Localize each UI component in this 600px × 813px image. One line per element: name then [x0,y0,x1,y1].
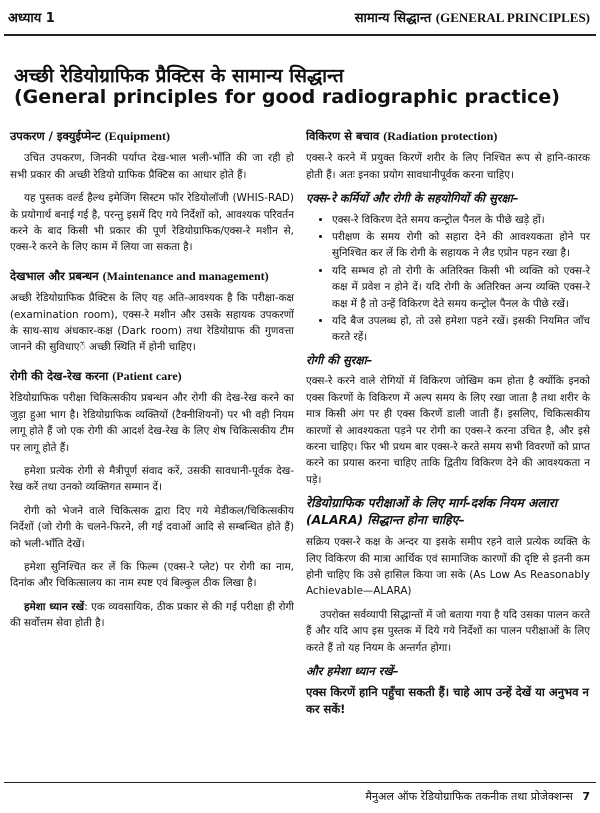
patient-care-paragraph-4: हमेशा सुनिश्चित कर लें कि फिल्म (एक्स-रे प्लेट) पर रोगी का नाम, दिनांक और चिकित्सालय का नाम स्पष्ट एवं बिल्कुल ठीक लिखा है। [10,560,294,590]
patient-care-paragraph-3: रोगी को भेजने वाले चिकित्सक द्वारा दिए गये मेडीकल/चिकित्सकीय निर्देशों (जो रोगी के चलने-फिरने, ली गई दवाओं आदि से सम्बन्धित होते हैं) को भली-भाँति देखें। [10,504,294,550]
closing-warning: एक्स किरणें हानि पहुँचा सकती हैं। चाहे आप उन्हें देखें या अनुभव न कर सकें! [306,685,589,717]
always-remember-heading: और हमेशा ध्यान रखें– [306,663,399,678]
patient-care-heading-english: (Patient care) [112,368,182,383]
page-title-english: (General principles for good radiographic practice) [14,86,560,108]
radiation-heading-hindi: विकिरण से बचाव [306,129,380,143]
staff-safety-list [306,212,590,346]
maintenance-heading [10,268,294,284]
always-remember-text: : एक व्यवसायिक, ठीक प्रकार से की गई परीक्षा ही रोगी की सर्वोत्तम सेवा होती है। [10,600,294,630]
section-english: (GENERAL PRINCIPLES) [435,10,590,25]
radiation-heading [306,128,590,144]
list-item: • एक्स-रे विकिरण देते समय कन्ट्रोल पैनल के पीछे खड़े हों। [332,212,590,228]
radiation-paragraph: एक्स-रे करने में प्रयुक्त किरणें शरीर के लिए निश्चित रूप से हानि-कारक होती हैं। अतः इनका प्रयोग सावधानीपूर्वक करना चाहिए। [306,152,590,181]
page-title-hindi: अच्छी रेडियोग्राफिक प्रैक्टिस के सामान्य सिद्धान्त [14,65,344,87]
patient-safety-paragraph: एक्स-रे करने वाले रोगियों में विकिरण जोखिम कम होता है क्योंकि इनको एक्स किरणों के विकिरण में अल्प समय के लिए रखा जाता है तथा शरीर के मात्र किसी अंग पर ही एक्स किरणें डाली जाती हैं। इसलिए, चिकित्सकीय कारणों से आवश्यकता पड़ने पर रोगी का एक्स-रे करना उचित है, और इसे करना चाहिए। फिर भी प्रथम बार एक्स-रे करते समय सभी विवरणों को प्राप्त करने का प्रयास करना चाहिए ताकि द्वितीय विकिरण देने की आवश्यकता न पड़े। [306,375,590,486]
page-number: 7 [582,790,590,803]
list-item: • यदि सम्भव हो तो रोगी के अतिरिक्त किसी भी व्यक्ति को एक्स-रे कक्ष में प्रवेश न होने दें। यदि रोगी के अतिरिक्त अन्य व्यक्ति एक्स-रे कक्ष में है तो उन्हें विकिरण देते समय कन्ट्रोल पैनल के पीछे रखें। [332,263,590,312]
patient-care-heading-hindi: रोगी की देख-रेख करना [10,368,109,383]
patient-care-paragraph-5 [10,599,294,632]
list-item: • परीक्षण के समय रोगी को सहारा देने की आवश्यकता होने पर सुनिश्चित कर लें कि रोगी के सहायक ने लैड एप्रोन पहन रखा है। [332,229,590,262]
maintenance-heading-english: (Maintenance and management) [102,268,269,283]
alara-paragraph-2: उपरोक्त सर्वव्यापी सिद्धान्तों में जो बताया गया है यदि उसका पालन करते हैं और यदि आप इस पुस्तक में दिये गये निर्देशों का पालन परीक्षाओं के लिए करते हैं तो यह नियम के अन्तर्गत होगा। [306,608,590,654]
footer-text [365,789,590,804]
alara-paragraph-1: सक्रिय एक्स-रे कक्ष के अन्दर या इसके समीप रहने वाले प्रत्येक व्यक्ति के लिए विकिरण की मात्रा आर्थिक एवं सामाजिक कारणों की दृष्टि से इतनी कम होनी चाहिए कि उसे हासिल किया जा सके (As Low As Reasonably Achievable—ALARA) [306,536,590,598]
footer-book-title: मैनुअल ऑफ रेडियोग्राफिक तकनीक तथा प्रोजेक्शन्स [365,790,573,803]
patient-care-paragraph-2: हमेशा प्रत्येक रोगी से मैत्रीपूर्ण संवाद करें, उसकी सावधानी-पूर्वक देख-रेख करें तथा उनको व्यक्तिगत सम्मान दें। [10,464,294,494]
list-item: • यदि बैज उपलब्ध हो, तो उसे हमेशा पहने रखें। इसकी नियमित जाँच करते रहें। [332,313,590,346]
equipment-heading-hindi: उपकरण / इक्युईप्मेन्ट [10,129,101,143]
patient-safety-heading: रोगी की सुरक्षा– [306,352,373,367]
maintenance-paragraph: अच्छी रेडियोग्राफिक प्रैक्टिस के लिए यह अति-आवश्यक है कि परीक्षा-कक्ष (examination room), एक्स-रे मशीन और उसके सहायक उपकरणों के साथ-साथ अंधकार-कक्ष (Dark room) तथा रेडियोग्राफ की गुणवत्ता जानने की सुविधाएें अच्छी स्थिति में होनी चाहिए। [10,292,294,354]
equipment-heading [10,128,294,144]
radiation-heading-english: (Radiation protection) [383,129,498,143]
equipment-paragraph-1: उचित उपकरण, जिनकी पर्याप्त देख-भाल भली-भाँति की जा रही हो सभी प्रकार की अच्छी रेडियो ग्राफिक प्रैक्टिस का आधार होते हैं। [10,152,294,181]
equipment-paragraph-2: यह पुस्तक वर्ल्ड हैल्थ इमेजिंग सिस्टम फॉर रेडियोलॉजी (WHIS-RAD) के प्रयोगार्थ बनाई गई है, परन्तु इसमें दिए गये निर्देशों को, आवश्यक परिवर्तन करने के बाद किसी भी प्रकार की पूर्ण रेडियोग्राफिक/एक्स-रे मशीन से, एक्स-रे करने के लिए काम में लिया जा सकता है। [10,192,294,254]
section-label [355,8,590,26]
section-hindi: सामान्य सिद्धान्त [354,11,432,26]
page-header [0,6,600,32]
right-column [306,128,590,718]
alara-heading: रेडियोग्राफिक परीक्षाओं के लिए मार्ग-दर्शक नियम अलारा (ALARA) सिद्धान्त होना चाहिए– [306,496,558,528]
chapter-label: अध्याय 1 [8,11,55,26]
footer-rule [4,782,596,783]
always-remember-label: हमेशा ध्यान रखें [24,600,85,613]
maintenance-heading-hindi: देखभाल और प्रबन्धन [10,268,99,283]
equipment-heading-english: (Equipment) [104,129,171,143]
patient-care-paragraph-1: रेडियोग्राफिक परीक्षा चिकित्सकीय प्रबन्धन और रोगी की देख-रेख करने का जुड़ा हुआ भाग है। रेडियोग्राफिक व्यक्तियों (टैक्नीशियनों) पर भी वही नियम लागू होते हैं जो एक रोगी की आदर्श देख-रेख के लिए शेष चिकित्सकीय टीम पर लागू होते हैं। [10,392,294,454]
left-column [10,128,294,639]
staff-safety-heading: एक्स-रे कर्मियों और रोगी के सहयोगियों की सुरक्षा– [306,191,519,206]
page-footer [0,782,600,810]
patient-care-heading [10,368,294,384]
header-rule [4,34,596,36]
